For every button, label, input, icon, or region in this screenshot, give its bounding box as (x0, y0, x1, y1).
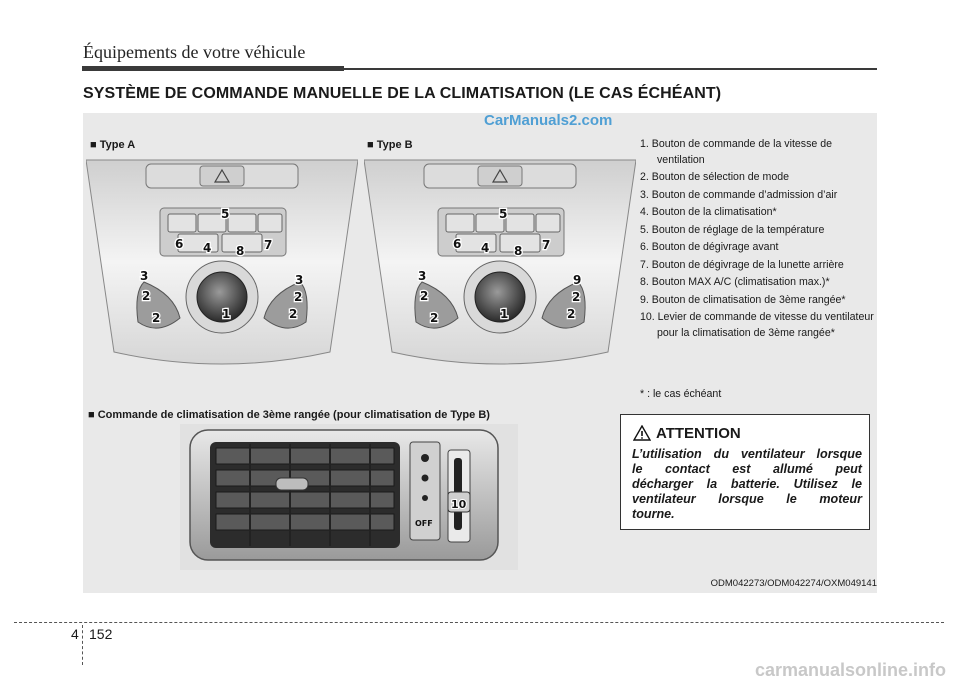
warning-title: ATTENTION (656, 425, 741, 442)
type-a-panel-illustration (86, 152, 358, 376)
svg-text:9: 9 (573, 273, 582, 287)
type-a-label: ■ Type A (90, 139, 136, 151)
list-item: 2. Bouton de sélection de mode (640, 171, 790, 183)
list-item: 1. Bouton de commande de la vitesse de ventilation (640, 138, 832, 166)
list-item: 5. Bouton de réglage de la température (640, 223, 825, 236)
svg-text:OFF: OFF (415, 519, 433, 528)
svg-text:2: 2 (572, 290, 581, 304)
list-item: 6. Bouton de dégivrage avant (640, 241, 779, 253)
list-item: 3. Bouton de commande d’admission d’air (640, 188, 838, 201)
footer-divider (14, 622, 944, 623)
list-item: 8. Bouton MAX A/C (climatisation max.)* (640, 276, 830, 288)
header-rule-thin (344, 68, 877, 70)
svg-text:4: 4 (481, 241, 490, 255)
svg-text:3: 3 (418, 269, 427, 283)
header-rule-thick (82, 66, 344, 71)
svg-text:8: 8 (236, 244, 245, 258)
svg-text:10: 10 (451, 498, 467, 511)
list-item: 9. Bouton de climatisation de 3ème rangée* (640, 293, 846, 306)
svg-text:2: 2 (567, 307, 576, 321)
callout: 5 (221, 207, 230, 221)
svg-text:2: 2 (289, 307, 298, 321)
svg-text:4: 4 (203, 241, 212, 255)
third-row-caption: ■ Commande de climatisation de 3ème rangée (pour climatisation de Type B) (88, 409, 490, 421)
svg-text:6: 6 (175, 237, 184, 251)
third-row-vent-illustration (180, 424, 518, 570)
legend-list (640, 137, 876, 343)
svg-text:6: 6 (453, 237, 462, 251)
svg-text:1: 1 (500, 307, 509, 321)
section-header: Équipements de votre véhicule (83, 42, 306, 62)
page-number: 152 (89, 626, 113, 642)
chapter-number: 4 (71, 626, 79, 642)
list-item: 4. Bouton de la climatisation* (640, 206, 777, 218)
page-title: SYSTÈME DE COMMANDE MANUELLE DE LA CLIMATISATION (LE CAS ÉCHÉANT) (83, 85, 722, 102)
svg-text:2: 2 (420, 289, 429, 303)
watermark: CarManuals2.com (484, 112, 613, 129)
footer-vertical-divider (82, 625, 83, 665)
warning-triangle-icon (633, 425, 651, 441)
svg-text:2: 2 (142, 289, 151, 303)
type-b-panel-illustration (364, 152, 636, 376)
footer-watermark: carmanualsonline.info (754, 660, 946, 680)
svg-text:7: 7 (264, 238, 273, 252)
type-b-label: ■ Type B (367, 139, 413, 151)
svg-text:8: 8 (514, 244, 523, 258)
svg-text:3: 3 (140, 269, 149, 283)
svg-text:2: 2 (152, 311, 161, 325)
footnote: * : le cas échéant (640, 388, 722, 400)
svg-text:5: 5 (499, 207, 508, 221)
svg-text:1: 1 (222, 307, 231, 321)
svg-text:2: 2 (294, 290, 303, 304)
warning-body: L’utilisation du ventilateur lorsque le contact est allumé peut décharger la batterie. Utilisez le ventilateur lorsque le moteur tourne. (632, 447, 862, 521)
list-item: 10. Levier de commande de vitesse du ventilateur pour la climatisation de 3ème rangée* (640, 311, 874, 339)
svg-text:2: 2 (430, 311, 439, 325)
image-code: ODM042273/ODM042274/OXM049141 (710, 578, 877, 589)
list-item: 7. Bouton de dégivrage de la lunette arrière (640, 258, 844, 271)
svg-text:3: 3 (295, 273, 304, 287)
svg-text:7: 7 (542, 238, 551, 252)
